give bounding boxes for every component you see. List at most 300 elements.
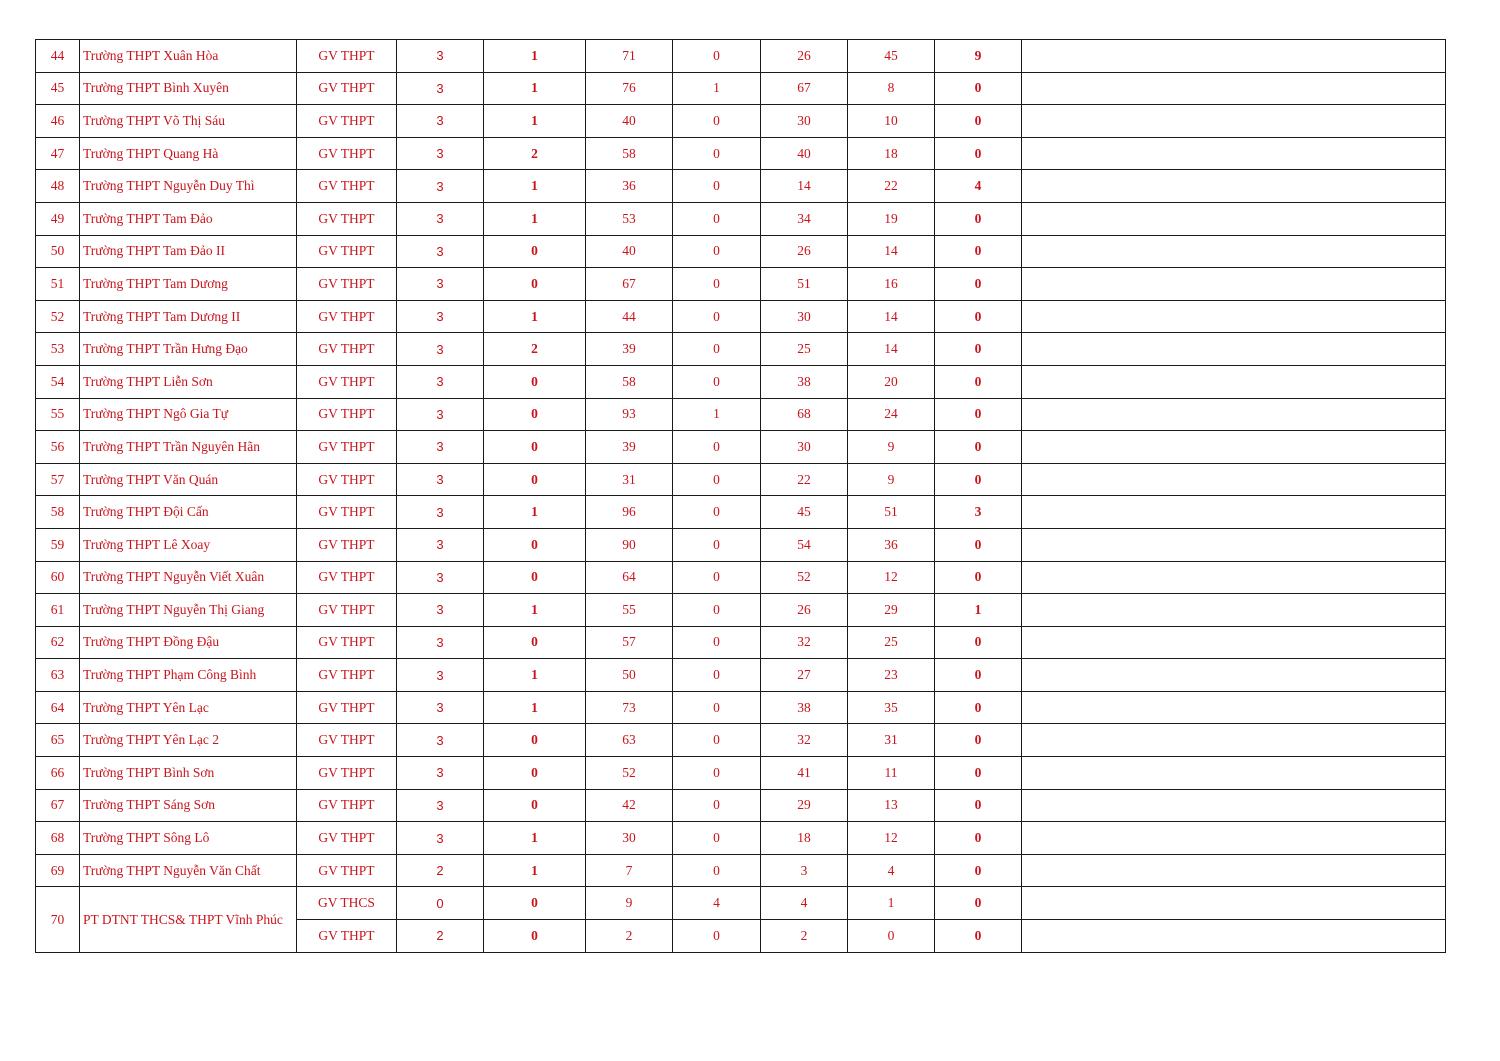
notes-cell xyxy=(1022,40,1446,73)
col-3: 30 xyxy=(586,822,673,855)
col-1: 3 xyxy=(397,202,484,235)
col-1: 3 xyxy=(397,528,484,561)
col-4: 0 xyxy=(673,528,761,561)
teacher-type: GV THPT xyxy=(297,463,397,496)
col-5: 30 xyxy=(761,431,848,464)
col-3: 53 xyxy=(586,202,673,235)
col-7: 0 xyxy=(935,757,1022,790)
col-1: 3 xyxy=(397,789,484,822)
col-7: 0 xyxy=(935,137,1022,170)
teacher-type: GV THPT xyxy=(297,431,397,464)
col-1: 3 xyxy=(397,561,484,594)
col-2: 0 xyxy=(484,887,586,920)
notes-cell xyxy=(1022,268,1446,301)
row-number: 51 xyxy=(36,268,80,301)
col-2: 1 xyxy=(484,496,586,529)
col-4: 0 xyxy=(673,822,761,855)
col-7: 0 xyxy=(935,105,1022,138)
col-1: 3 xyxy=(397,626,484,659)
school-name: Trường THPT Văn Quán xyxy=(80,463,297,496)
table-body xyxy=(36,40,1446,953)
table-row xyxy=(36,887,1446,920)
col-7: 0 xyxy=(935,333,1022,366)
col-6: 51 xyxy=(848,496,935,529)
notes-cell xyxy=(1022,854,1446,887)
row-number: 70 xyxy=(36,887,80,952)
teacher-type: GV THPT xyxy=(297,822,397,855)
col-4: 0 xyxy=(673,300,761,333)
col-5: 38 xyxy=(761,691,848,724)
row-number: 53 xyxy=(36,333,80,366)
col-5: 29 xyxy=(761,789,848,822)
col-3: 2 xyxy=(586,920,673,953)
col-3: 7 xyxy=(586,854,673,887)
table-row xyxy=(36,691,1446,724)
col-5: 26 xyxy=(761,40,848,73)
teacher-type: GV THPT xyxy=(297,202,397,235)
col-7: 0 xyxy=(935,398,1022,431)
table-row xyxy=(36,105,1446,138)
col-3: 58 xyxy=(586,365,673,398)
col-2: 0 xyxy=(484,724,586,757)
row-number: 45 xyxy=(36,72,80,105)
col-7: 0 xyxy=(935,528,1022,561)
col-6: 35 xyxy=(848,691,935,724)
col-5: 68 xyxy=(761,398,848,431)
school-name: Trường THPT Tam Dương xyxy=(80,268,297,301)
col-1: 3 xyxy=(397,594,484,627)
col-5: 25 xyxy=(761,333,848,366)
col-2: 1 xyxy=(484,594,586,627)
row-number: 57 xyxy=(36,463,80,496)
row-number: 64 xyxy=(36,691,80,724)
col-1: 3 xyxy=(397,333,484,366)
col-4: 0 xyxy=(673,691,761,724)
col-1: 0 xyxy=(397,887,484,920)
table-row xyxy=(36,72,1446,105)
col-6: 1 xyxy=(848,887,935,920)
teacher-type: GV THPT xyxy=(297,170,397,203)
school-name: Trường THPT Trần Nguyên Hãn xyxy=(80,431,297,464)
school-name: Trường THPT Xuân Hòa xyxy=(80,40,297,73)
col-3: 93 xyxy=(586,398,673,431)
col-3: 39 xyxy=(586,333,673,366)
col-3: 67 xyxy=(586,268,673,301)
col-2: 2 xyxy=(484,137,586,170)
col-2: 1 xyxy=(484,105,586,138)
table-row xyxy=(36,854,1446,887)
notes-cell xyxy=(1022,757,1446,790)
teacher-type: GV THPT xyxy=(297,268,397,301)
col-2: 0 xyxy=(484,431,586,464)
col-7: 0 xyxy=(935,365,1022,398)
col-4: 0 xyxy=(673,463,761,496)
teacher-type: GV THPT xyxy=(297,40,397,73)
col-6: 12 xyxy=(848,822,935,855)
col-2: 1 xyxy=(484,72,586,105)
col-4: 0 xyxy=(673,496,761,529)
col-4: 0 xyxy=(673,137,761,170)
col-1: 3 xyxy=(397,724,484,757)
col-5: 22 xyxy=(761,463,848,496)
col-6: 9 xyxy=(848,463,935,496)
col-5: 67 xyxy=(761,72,848,105)
notes-cell xyxy=(1022,137,1446,170)
col-4: 0 xyxy=(673,757,761,790)
col-6: 10 xyxy=(848,105,935,138)
row-number: 58 xyxy=(36,496,80,529)
col-5: 30 xyxy=(761,105,848,138)
row-number: 65 xyxy=(36,724,80,757)
col-5: 14 xyxy=(761,170,848,203)
row-number: 48 xyxy=(36,170,80,203)
col-5: 41 xyxy=(761,757,848,790)
col-7: 9 xyxy=(935,40,1022,73)
col-7: 0 xyxy=(935,854,1022,887)
school-name: Trường THPT Đội Cấn xyxy=(80,496,297,529)
col-6: 23 xyxy=(848,659,935,692)
teacher-type: GV THPT xyxy=(297,594,397,627)
col-6: 19 xyxy=(848,202,935,235)
col-5: 18 xyxy=(761,822,848,855)
col-5: 30 xyxy=(761,300,848,333)
col-7: 0 xyxy=(935,626,1022,659)
col-4: 0 xyxy=(673,854,761,887)
table-row xyxy=(36,300,1446,333)
table-row xyxy=(36,137,1446,170)
row-number: 59 xyxy=(36,528,80,561)
col-2: 1 xyxy=(484,300,586,333)
col-5: 52 xyxy=(761,561,848,594)
row-number: 68 xyxy=(36,822,80,855)
teacher-type: GV THPT xyxy=(297,333,397,366)
teacher-type: GV THPT xyxy=(297,235,397,268)
col-5: 40 xyxy=(761,137,848,170)
school-name: Trường THPT Bình Xuyên xyxy=(80,72,297,105)
table-row xyxy=(36,170,1446,203)
col-3: 44 xyxy=(586,300,673,333)
school-name: Trường THPT Nguyễn Thị Giang xyxy=(80,594,297,627)
row-number: 69 xyxy=(36,854,80,887)
col-7: 0 xyxy=(935,659,1022,692)
col-1: 3 xyxy=(397,822,484,855)
col-2: 1 xyxy=(484,691,586,724)
col-3: 52 xyxy=(586,757,673,790)
col-7: 0 xyxy=(935,300,1022,333)
notes-cell xyxy=(1022,789,1446,822)
col-3: 31 xyxy=(586,463,673,496)
col-3: 73 xyxy=(586,691,673,724)
col-2: 1 xyxy=(484,40,586,73)
notes-cell xyxy=(1022,105,1446,138)
col-1: 3 xyxy=(397,40,484,73)
row-number: 55 xyxy=(36,398,80,431)
col-3: 40 xyxy=(586,235,673,268)
col-2: 1 xyxy=(484,854,586,887)
teacher-type: GV THPT xyxy=(297,659,397,692)
col-6: 11 xyxy=(848,757,935,790)
col-3: 71 xyxy=(586,40,673,73)
notes-cell xyxy=(1022,920,1446,953)
col-2: 0 xyxy=(484,626,586,659)
col-4: 0 xyxy=(673,170,761,203)
col-4: 0 xyxy=(673,235,761,268)
col-6: 14 xyxy=(848,333,935,366)
col-3: 36 xyxy=(586,170,673,203)
col-5: 27 xyxy=(761,659,848,692)
teacher-type: GV THPT xyxy=(297,920,397,953)
col-1: 3 xyxy=(397,170,484,203)
col-4: 0 xyxy=(673,789,761,822)
school-name: Trường THPT Quang Hà xyxy=(80,137,297,170)
school-name: Trường THPT Trần Hưng Đạo xyxy=(80,333,297,366)
col-1: 3 xyxy=(397,105,484,138)
col-6: 29 xyxy=(848,594,935,627)
col-6: 9 xyxy=(848,431,935,464)
col-5: 51 xyxy=(761,268,848,301)
notes-cell xyxy=(1022,463,1446,496)
teacher-type: GV THPT xyxy=(297,300,397,333)
col-7: 0 xyxy=(935,789,1022,822)
school-name: Trường THPT Tam Dương II xyxy=(80,300,297,333)
notes-cell xyxy=(1022,691,1446,724)
col-1: 3 xyxy=(397,398,484,431)
table-row xyxy=(36,463,1446,496)
row-number: 67 xyxy=(36,789,80,822)
col-4: 0 xyxy=(673,105,761,138)
teacher-type: GV THPT xyxy=(297,528,397,561)
table-row xyxy=(36,594,1446,627)
table-row xyxy=(36,365,1446,398)
school-name: Trường THPT Đồng Đậu xyxy=(80,626,297,659)
notes-cell xyxy=(1022,398,1446,431)
col-5: 54 xyxy=(761,528,848,561)
notes-cell xyxy=(1022,528,1446,561)
col-6: 4 xyxy=(848,854,935,887)
col-5: 38 xyxy=(761,365,848,398)
col-6: 22 xyxy=(848,170,935,203)
col-6: 12 xyxy=(848,561,935,594)
col-6: 24 xyxy=(848,398,935,431)
col-6: 14 xyxy=(848,235,935,268)
table-row xyxy=(36,202,1446,235)
col-4: 0 xyxy=(673,365,761,398)
col-2: 1 xyxy=(484,170,586,203)
teacher-type: GV THPT xyxy=(297,561,397,594)
school-name: Trường THPT Liễn Sơn xyxy=(80,365,297,398)
col-2: 0 xyxy=(484,561,586,594)
col-2: 0 xyxy=(484,398,586,431)
school-name: Trường THPT Tam Đảo xyxy=(80,202,297,235)
col-7: 0 xyxy=(935,887,1022,920)
col-7: 1 xyxy=(935,594,1022,627)
notes-cell xyxy=(1022,333,1446,366)
row-number: 63 xyxy=(36,659,80,692)
col-2: 0 xyxy=(484,463,586,496)
notes-cell xyxy=(1022,626,1446,659)
col-1: 3 xyxy=(397,365,484,398)
col-3: 64 xyxy=(586,561,673,594)
col-7: 0 xyxy=(935,724,1022,757)
col-7: 0 xyxy=(935,561,1022,594)
col-3: 76 xyxy=(586,72,673,105)
col-3: 40 xyxy=(586,105,673,138)
col-6: 18 xyxy=(848,137,935,170)
col-6: 25 xyxy=(848,626,935,659)
school-name: Trường THPT Yên Lạc xyxy=(80,691,297,724)
row-number: 52 xyxy=(36,300,80,333)
row-number: 49 xyxy=(36,202,80,235)
table-row xyxy=(36,659,1446,692)
col-1: 2 xyxy=(397,854,484,887)
table-row xyxy=(36,626,1446,659)
col-3: 58 xyxy=(586,137,673,170)
col-2: 0 xyxy=(484,365,586,398)
col-2: 1 xyxy=(484,659,586,692)
col-7: 0 xyxy=(935,822,1022,855)
notes-cell xyxy=(1022,170,1446,203)
school-name: Trường THPT Sông Lô xyxy=(80,822,297,855)
teacher-type: GV THPT xyxy=(297,854,397,887)
school-name: Trường THPT Nguyễn Duy Thì xyxy=(80,170,297,203)
table-row xyxy=(36,561,1446,594)
school-name: PT DTNT THCS& THPT Vĩnh Phúc xyxy=(80,887,297,952)
col-5: 3 xyxy=(761,854,848,887)
col-4: 0 xyxy=(673,594,761,627)
col-7: 0 xyxy=(935,268,1022,301)
table-row xyxy=(36,757,1446,790)
row-number: 56 xyxy=(36,431,80,464)
row-number: 44 xyxy=(36,40,80,73)
col-4: 0 xyxy=(673,333,761,366)
col-4: 0 xyxy=(673,40,761,73)
teacher-type: GV THPT xyxy=(297,789,397,822)
teacher-type: GV THCS xyxy=(297,887,397,920)
notes-cell xyxy=(1022,431,1446,464)
col-7: 0 xyxy=(935,431,1022,464)
row-number: 62 xyxy=(36,626,80,659)
col-7: 0 xyxy=(935,202,1022,235)
col-4: 4 xyxy=(673,887,761,920)
col-1: 2 xyxy=(397,920,484,953)
teacher-type: GV THPT xyxy=(297,72,397,105)
col-3: 50 xyxy=(586,659,673,692)
col-6: 16 xyxy=(848,268,935,301)
col-2: 0 xyxy=(484,268,586,301)
teacher-type: GV THPT xyxy=(297,365,397,398)
col-6: 14 xyxy=(848,300,935,333)
col-6: 31 xyxy=(848,724,935,757)
notes-cell xyxy=(1022,659,1446,692)
table-row xyxy=(36,431,1446,464)
col-4: 1 xyxy=(673,72,761,105)
col-7: 0 xyxy=(935,691,1022,724)
col-4: 0 xyxy=(673,268,761,301)
row-number: 46 xyxy=(36,105,80,138)
col-1: 3 xyxy=(397,137,484,170)
row-number: 61 xyxy=(36,594,80,627)
col-7: 0 xyxy=(935,463,1022,496)
teacher-type: GV THPT xyxy=(297,496,397,529)
col-6: 13 xyxy=(848,789,935,822)
col-4: 0 xyxy=(673,659,761,692)
col-2: 1 xyxy=(484,202,586,235)
table-row xyxy=(36,235,1446,268)
col-1: 3 xyxy=(397,691,484,724)
col-6: 8 xyxy=(848,72,935,105)
col-1: 3 xyxy=(397,431,484,464)
col-1: 3 xyxy=(397,496,484,529)
col-7: 0 xyxy=(935,235,1022,268)
col-2: 0 xyxy=(484,920,586,953)
row-number: 66 xyxy=(36,757,80,790)
school-name: Trường THPT Yên Lạc 2 xyxy=(80,724,297,757)
notes-cell xyxy=(1022,822,1446,855)
notes-cell xyxy=(1022,300,1446,333)
notes-cell xyxy=(1022,594,1446,627)
col-3: 63 xyxy=(586,724,673,757)
notes-cell xyxy=(1022,72,1446,105)
row-number: 60 xyxy=(36,561,80,594)
table-row xyxy=(36,528,1446,561)
col-2: 0 xyxy=(484,528,586,561)
col-3: 96 xyxy=(586,496,673,529)
table-row xyxy=(36,789,1446,822)
table-row xyxy=(36,268,1446,301)
school-name: Trường THPT Sáng Sơn xyxy=(80,789,297,822)
col-3: 55 xyxy=(586,594,673,627)
school-name: Trường THPT Võ Thị Sáu xyxy=(80,105,297,138)
col-3: 9 xyxy=(586,887,673,920)
table-row xyxy=(36,333,1446,366)
col-5: 2 xyxy=(761,920,848,953)
table-row xyxy=(36,398,1446,431)
col-7: 4 xyxy=(935,170,1022,203)
school-name: Trường THPT Tam Đảo II xyxy=(80,235,297,268)
school-name: Trường THPT Nguyễn Văn Chất xyxy=(80,854,297,887)
col-1: 3 xyxy=(397,300,484,333)
col-3: 57 xyxy=(586,626,673,659)
col-3: 42 xyxy=(586,789,673,822)
col-4: 0 xyxy=(673,920,761,953)
notes-cell xyxy=(1022,887,1446,920)
col-3: 90 xyxy=(586,528,673,561)
notes-cell xyxy=(1022,365,1446,398)
table-row xyxy=(36,496,1446,529)
col-1: 3 xyxy=(397,235,484,268)
teacher-type: GV THPT xyxy=(297,398,397,431)
col-2: 0 xyxy=(484,757,586,790)
row-number: 50 xyxy=(36,235,80,268)
col-4: 0 xyxy=(673,561,761,594)
table-row xyxy=(36,40,1446,73)
col-5: 26 xyxy=(761,594,848,627)
teacher-type: GV THPT xyxy=(297,105,397,138)
teacher-type: GV THPT xyxy=(297,626,397,659)
notes-cell xyxy=(1022,202,1446,235)
teacher-type: GV THPT xyxy=(297,757,397,790)
col-1: 3 xyxy=(397,659,484,692)
teacher-type: GV THPT xyxy=(297,724,397,757)
notes-cell xyxy=(1022,561,1446,594)
col-2: 1 xyxy=(484,822,586,855)
col-5: 4 xyxy=(761,887,848,920)
col-7: 0 xyxy=(935,72,1022,105)
teacher-type: GV THPT xyxy=(297,137,397,170)
col-2: 2 xyxy=(484,333,586,366)
table-row xyxy=(36,822,1446,855)
col-5: 34 xyxy=(761,202,848,235)
